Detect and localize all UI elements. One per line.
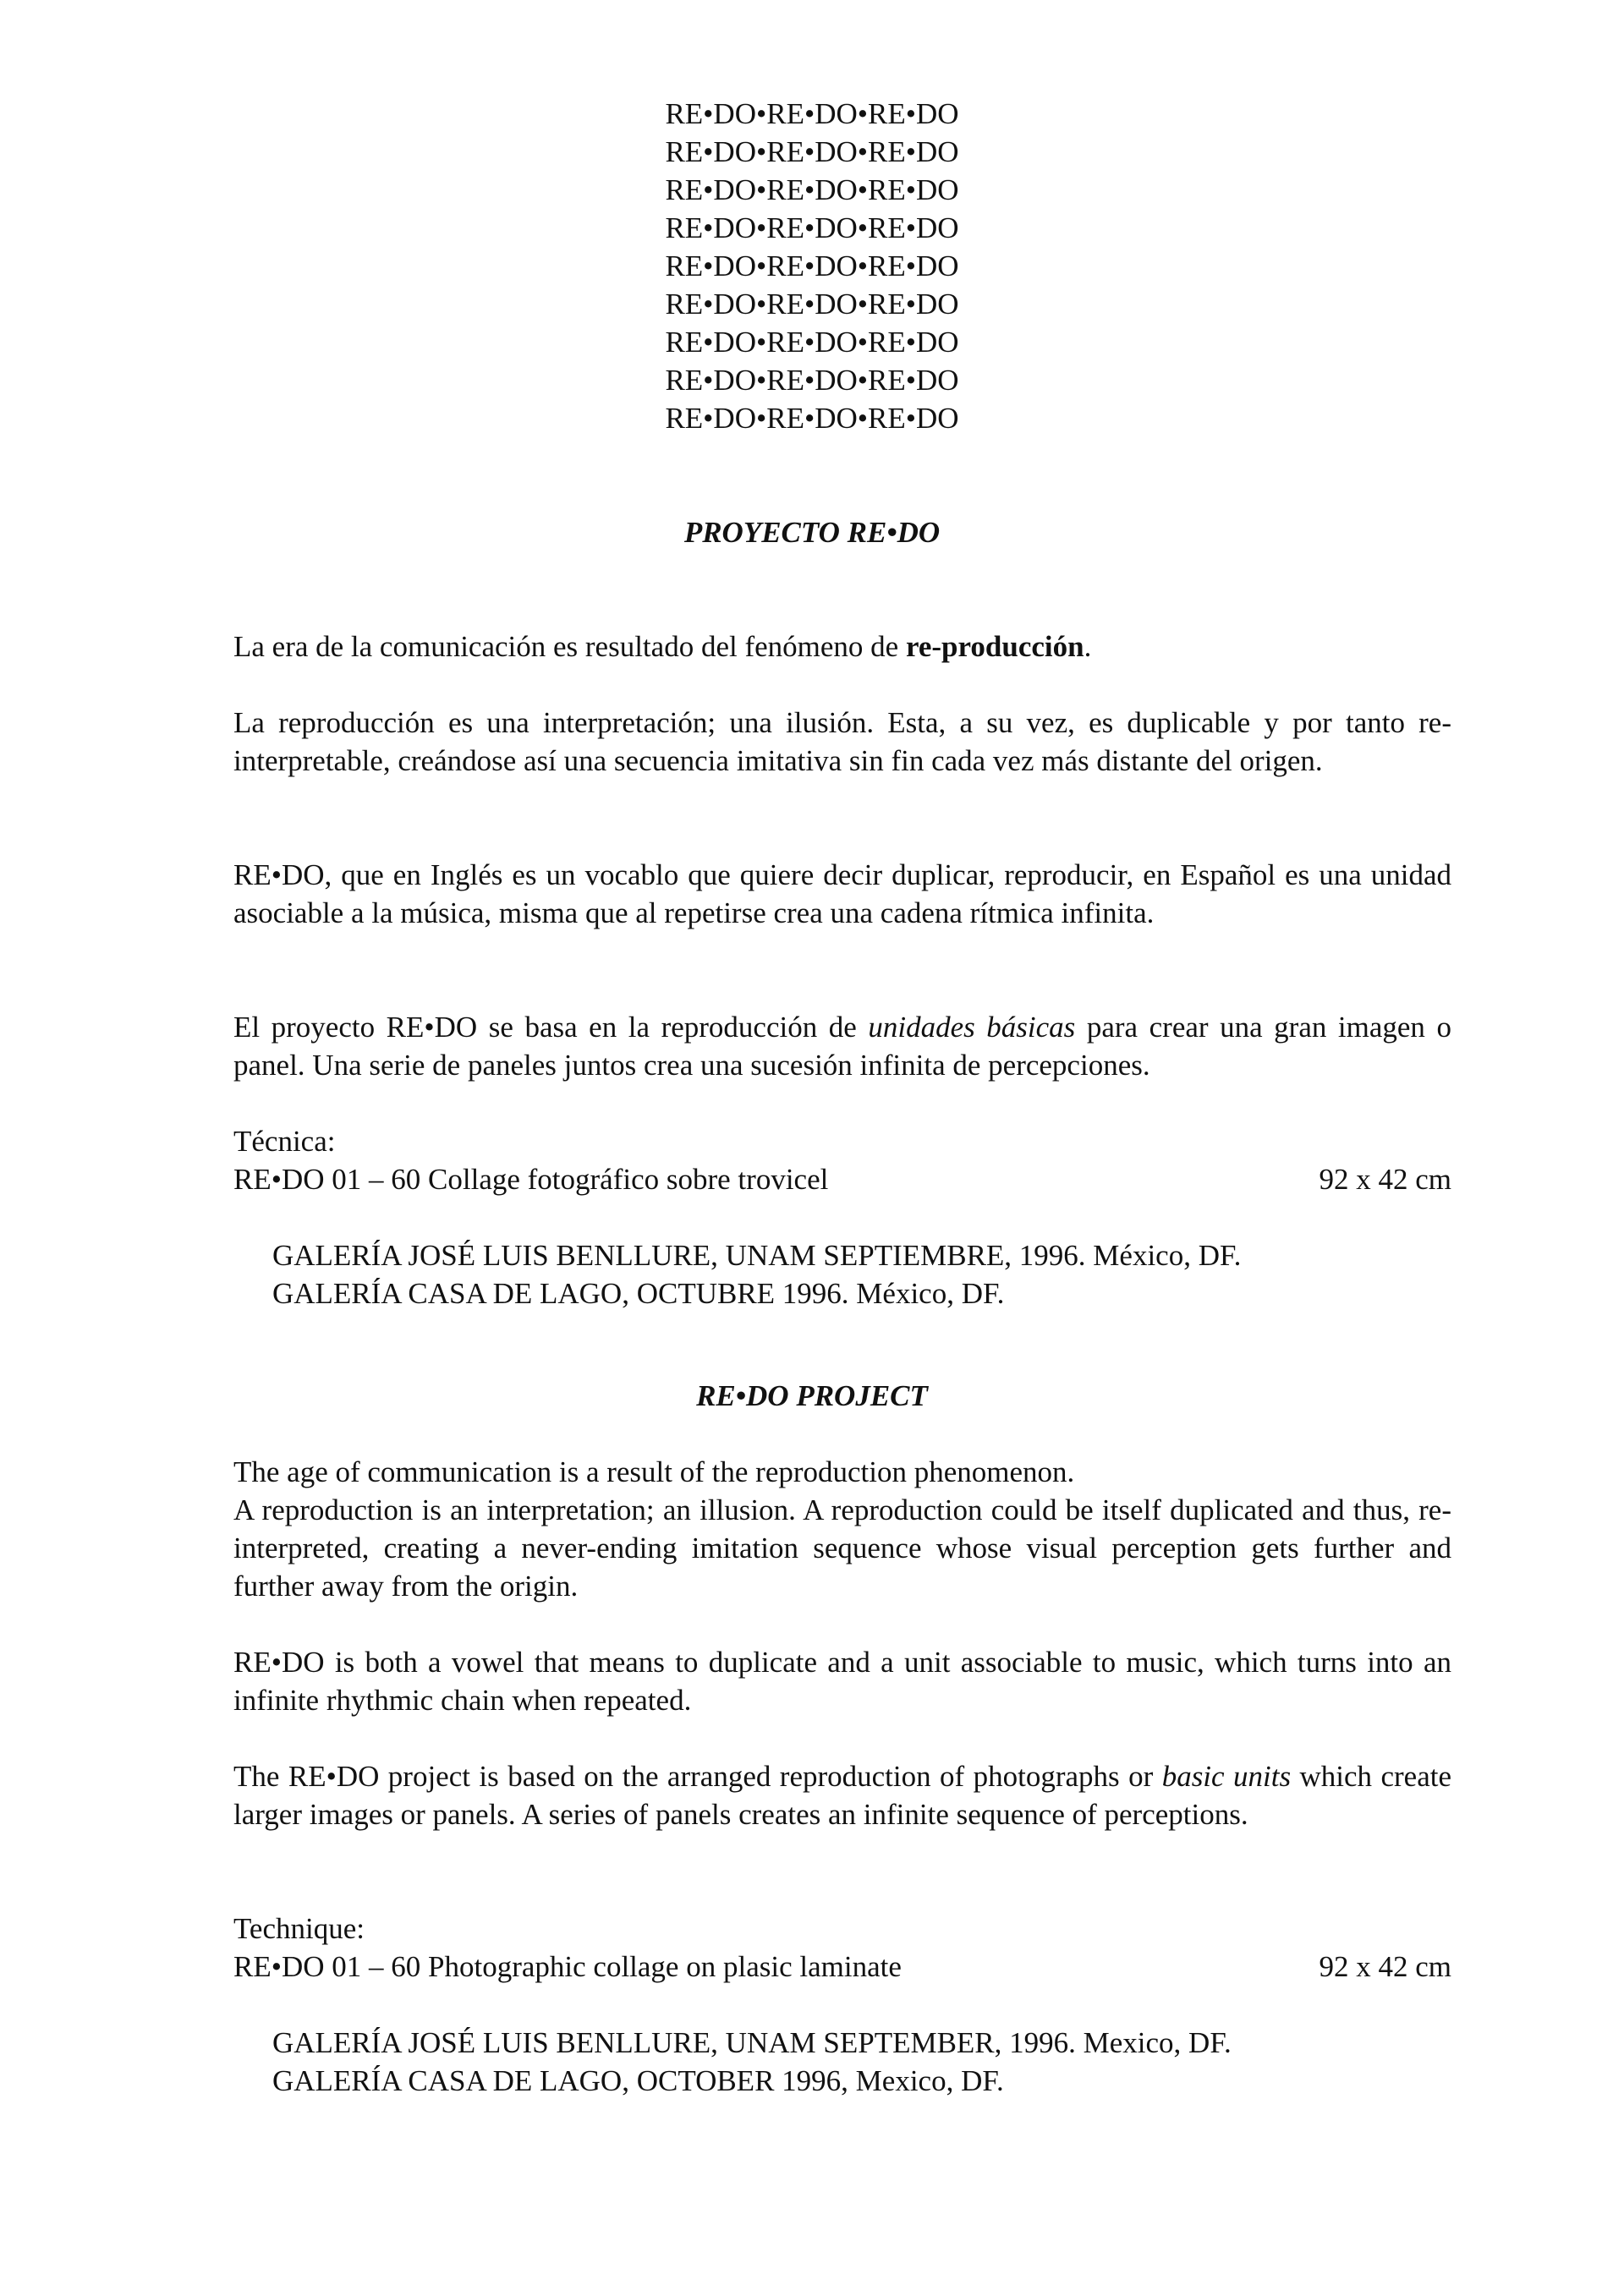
spanish-paragraph-1	[233, 627, 1451, 666]
spanish-paragraph-2: La reproducción es una interpretación; una ilusión. Esta, a su vez, es duplicable y por tanto re-interpretable, creándose así una secuencia imitativa sin fin cada vez más distante del origen.	[233, 706, 1451, 777]
spanish-galleries	[272, 1236, 1241, 1312]
spanish-technique-desc: RE•DO 01 – 60 Collage fotográfico sobre trovicel	[233, 1163, 829, 1196]
spanish-body	[233, 627, 1451, 666]
spanish-p4-italic: unidades básicas	[868, 1011, 1076, 1044]
english-p4-text: The RE•DO project is based on the arranged reproduction of photographs or	[233, 1760, 1162, 1793]
pattern-line: RE•DO•RE•DO•RE•DO	[665, 326, 959, 359]
spanish-title: PROYECTO RE•DO	[683, 516, 941, 549]
english-gallery-2: GALERÍA CASA DE LAGO, OCTOBER 1996, Mexico, DF.	[272, 2064, 1004, 2097]
english-technique	[233, 1910, 1451, 1986]
spanish-paragraph-3-block	[233, 856, 1451, 932]
english-paragraph-4-block	[233, 1757, 1451, 1833]
spanish-technique	[233, 1122, 1451, 1198]
english-gallery-1: GALERÍA JOSÉ LUIS BENLLURE, UNAM SEPTEMBER, 1996. Mexico, DF.	[272, 2026, 1232, 2059]
spanish-paragraph-2-block	[233, 704, 1451, 780]
spanish-p1-bold: re-producción	[905, 630, 1084, 663]
english-paragraph-1: The age of communication is a result of the reproduction phenomenon.	[233, 1455, 1075, 1488]
pattern-line: RE•DO•RE•DO•RE•DO	[665, 97, 959, 130]
spanish-paragraph-4	[233, 1008, 1451, 1084]
pattern-line: RE•DO•RE•DO•RE•DO	[665, 173, 959, 206]
english-technique-row	[233, 1948, 1451, 1986]
pattern-line: RE•DO•RE•DO•RE•DO	[665, 364, 959, 397]
spanish-paragraph-3: RE•DO, que en Inglés es un vocablo que quiere decir duplicar, reproducir, en Español es una unidad asociable a la música, misma que al repetirse crea una cadena rítmica infinita.	[233, 858, 1451, 929]
english-p4-end: which create larger images or panels. A series of panels creates an infinite sequence of perceptions.	[233, 1760, 1451, 1831]
pattern-line: RE•DO•RE•DO•RE•DO	[665, 211, 959, 244]
spanish-gallery-2: GALERÍA CASA DE LAGO, OCTUBRE 1996. México, DF.	[272, 1277, 1005, 1310]
english-technique-label: Technique:	[233, 1912, 365, 1945]
spanish-technique-row	[233, 1160, 1451, 1198]
spanish-gallery-1: GALERÍA JOSÉ LUIS BENLLURE, UNAM SEPTIEMBRE, 1996. México, DF.	[272, 1239, 1242, 1272]
english-paragraph-4	[233, 1757, 1451, 1833]
english-paragraph-3-block	[233, 1643, 1451, 1719]
pattern-line: RE•DO•RE•DO•RE•DO	[665, 249, 959, 282]
spanish-p1-end: .	[1084, 630, 1092, 663]
english-title: RE•DO PROJECT	[696, 1379, 928, 1412]
spanish-technique-label: Técnica:	[233, 1125, 336, 1158]
english-technique-desc: RE•DO 01 – 60 Photographic collage on plasic laminate	[233, 1950, 902, 1983]
english-galleries	[272, 2024, 1232, 2100]
spanish-p4-text: El proyecto RE•DO se basa en la reproducción de	[233, 1011, 869, 1044]
english-paragraph-2: A reproduction is an interpretation; an illusion. A reproduction could be itself duplicated and thus, re-interpreted, creating a never-ending imitation sequence whose visual perception gets further and further away from the origin.	[233, 1493, 1451, 1603]
english-p4-italic: basic units	[1161, 1760, 1292, 1793]
english-paragraph-1-block	[233, 1453, 1451, 1605]
spanish-p1-text: La era de la comunicación es resultado del fenómeno de	[233, 630, 906, 663]
pattern-line: RE•DO•RE•DO•RE•DO	[665, 402, 959, 435]
english-paragraph-3: RE•DO is both a vowel that means to duplicate and a unit associable to music, which turns into an infinite rhythmic chain when repeated.	[233, 1646, 1451, 1717]
spanish-paragraph-4-block	[233, 1008, 1451, 1084]
english-technique-size: 92 x 42 cm	[1319, 1950, 1451, 1983]
pattern-line: RE•DO•RE•DO•RE•DO	[665, 135, 959, 168]
redo-pattern-header	[0, 95, 1624, 437]
spanish-p4-end: para crear una gran imagen o panel. Una serie de paneles juntos crea una sucesión infinita de percepciones.	[233, 1011, 1451, 1082]
spanish-technique-size: 92 x 42 cm	[1319, 1163, 1451, 1196]
pattern-line: RE•DO•RE•DO•RE•DO	[665, 288, 959, 321]
